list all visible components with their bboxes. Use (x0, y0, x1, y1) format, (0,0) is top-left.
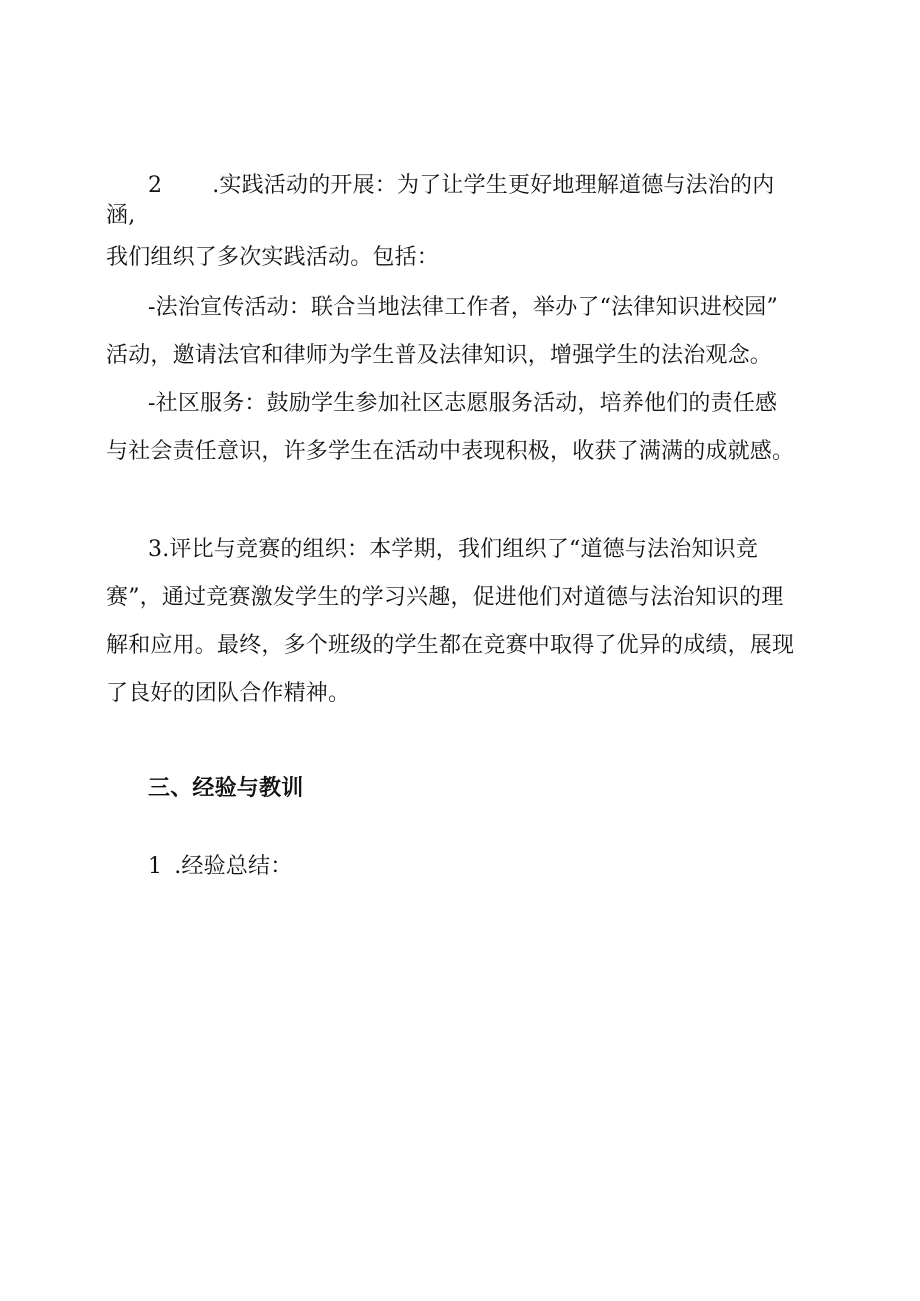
item-2-line-3: 我们组织了多次实践活动。包括： (106, 245, 440, 270)
item-2-line-2: 涵, (106, 203, 136, 228)
item-1-line (148, 852, 292, 882)
item-3-line-4: 了良好的团队合作精神。 (106, 681, 351, 706)
item-3-line-1: 3.评比与竞赛的组织：本学期，我们组织了“道德与法治知识竞 (148, 537, 759, 562)
item-2-number: 2 (148, 173, 163, 198)
section-3-heading: 三、经验与教训 (148, 776, 304, 801)
bullet-community-line-1: -社区服务：鼓励学生参加社区志愿服务活动，培养他们的责任感 (148, 391, 778, 416)
item-2-line-1 (148, 171, 774, 201)
item-1-number: 1 (148, 854, 163, 879)
item-3-line-3: 解和应用。最终，多个班级的学生都在竞赛中取得了优异的成绩，展现 (106, 633, 795, 658)
bullet-legal-line-2: 活动，邀请法官和律师为学生普及法律知识，增强学生的法治观念。 (106, 343, 773, 368)
item-2-text-1: .实践活动的开展：为了让学生更好地理解道德与法治的内 (212, 173, 775, 198)
bullet-legal-line-1: -法治宣传活动：联合当地法律工作者，举办了“法律知识进校园” (148, 295, 778, 320)
item-1-text: .经验总结： (174, 854, 293, 879)
item-3-line-2: 赛”，通过竞赛激发学生的学习兴趣，促进他们对道德与法治知识的理 (106, 585, 784, 610)
bullet-community-line-2: 与社会责任意识，许多学生在活动中表现积极，收获了满满的成就感。 (106, 439, 795, 464)
